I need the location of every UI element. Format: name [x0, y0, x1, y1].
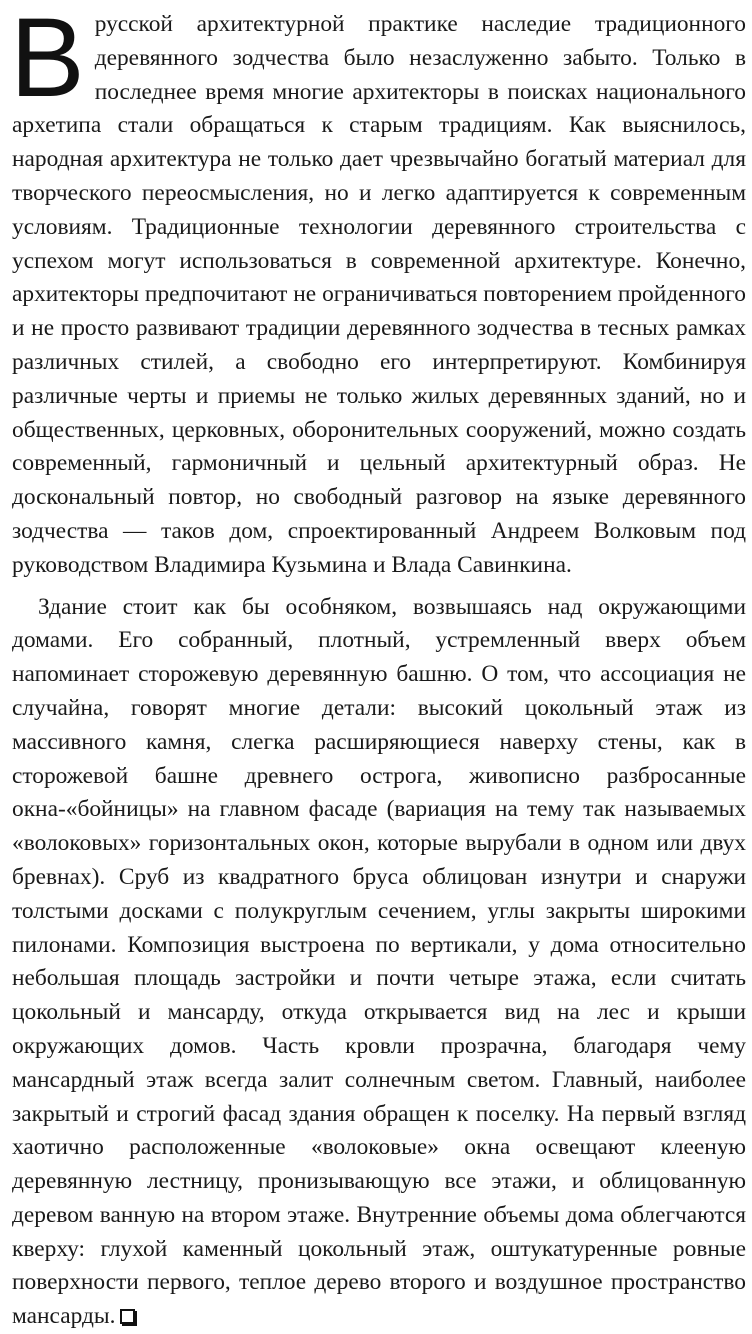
article-page [10, 0, 746, 1334]
paragraph-building-text: Здание стоит как бы особняком, возвышаясь над окружающими домами. Его собранный, плотный, устремленный вверх объем напоминает сторожевую деревянную башню. О том, что ассоциация не случайна, говорят многие детали: высокий цокольный этаж из массивного камня, слегка расширяющиеся наверху стены, как в сторожевой башне древнего острога, живописно разбросанные окна-«бойницы» на главном фасаде (вариация на тему так называемых «волоковых» горизонтальных окон, которые вырубали в одном или двух бревнах). Сруб из квадратного бруса облицован изнутри и снаружи толстыми досками с полукруглым сечением, углы закрыты широкими пилонами. Композиция выстроена по вертикали, у дома относительно небольшая площадь застройки и почти четыре этажа, если считать цокольный и мансарду, откуда открывается вид на лес и крыши окружающих домов. Часть кровли прозрачна, благодаря чему мансардный этаж всегда залит солнечным светом. Главный, наиболее закрытый и строгий фасад здания обращен к поселку. На первый взгляд хаотично расположенные «волоковые» окна освещают клееную деревянную лестницу, пронизывающую все этажи, и облицованную деревом ванную на втором этаже. Внутренние объемы дома облегчаются кверху: глухой каменный цокольный этаж, оштукатуренные ровные поверхности первого, теплое дерево второго и воздушное пространство мансарды. [12, 593, 746, 1330]
end-of-article-square-icon [120, 1309, 135, 1324]
paragraph-intro-text: русской архитектурной практике наследие традиционного деревянного зодчества было незаслуженно забыто. Только в последнее время многие архитекторы в поисках национального архетипа стали обращаться к старым традициям. Как выяснилось, народная архитектура не только дает чрезвычайно богатый материал для творческого переосмысления, но и легко адаптируется к современным условиям. Традиционные технологии деревянного строительства с успехом могут использоваться в современной архитектуре. Конечно, архитекторы предпочитают не ограничиваться повторением пройденного и не просто развивают традиции деревянного зодчества в тесных рамках различных стилей, а свободно его интерпретируют. Комбинируя различные черты и приемы не только жилых деревянных зданий, но и общественных, церковных, оборонительных сооружений, можно создать современный, гармоничный и цельный архитектурный образ. Не доскональный повтор, но свободный разговор на языке деревянного зодчества — таков дом, спроектированный Андреем Волковым под руководством Владимира Кузьмина и Влада Савинкина. [12, 11, 746, 578]
paragraph-intro [10, 0, 746, 583]
drop-cap: В [10, 0, 85, 120]
paragraph-building [12, 591, 746, 1334]
